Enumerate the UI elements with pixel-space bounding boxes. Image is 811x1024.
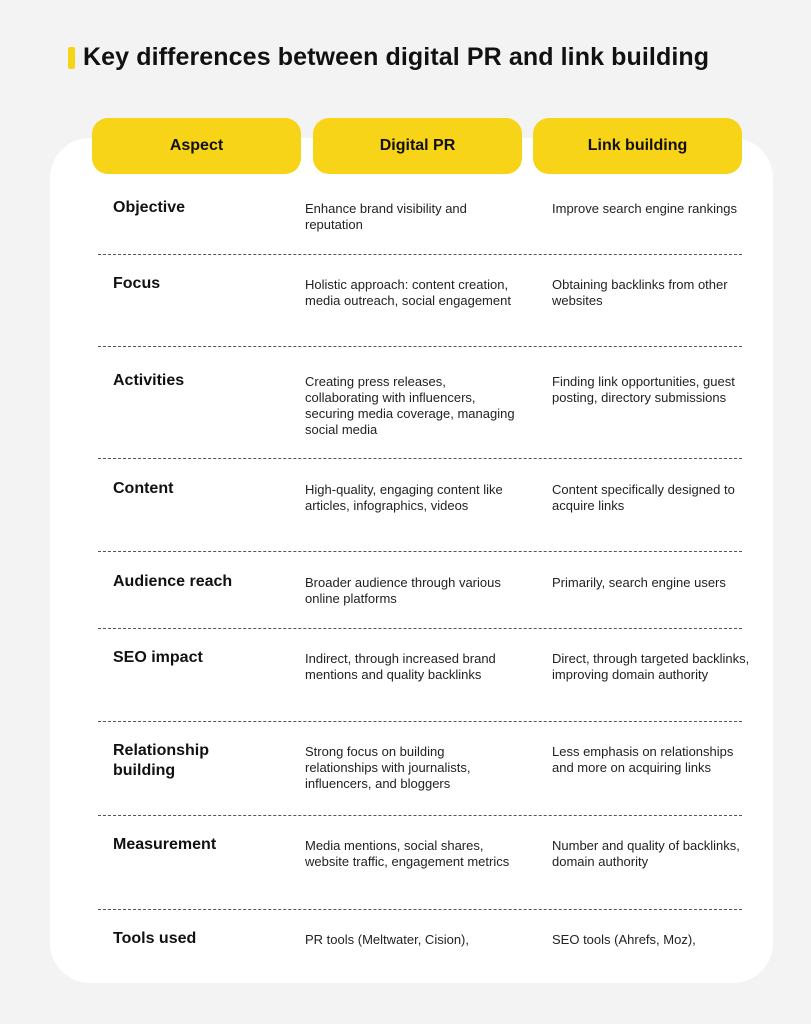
row-aspect: Measurement [113,836,217,853]
row-link-building: Direct, through targeted backlinks, improving domain authority [552,651,750,682]
row-aspect: Relationship building [113,742,210,779]
row-divider [98,458,742,459]
row-link-building: Obtaining backlinks from other websites [552,277,728,308]
header-digital-pr: Digital PR [313,118,522,174]
row-digital-pr: Media mentions, social shares, website traffic, engagement metrics [305,838,510,869]
row-aspect: Focus [113,275,161,292]
header-link-building: Link building [533,118,742,174]
row-divider [98,346,742,347]
row-link-building: Less emphasis on relationships and more on acquiring links [552,744,734,775]
row-digital-pr: Holistic approach: content creation, media outreach, social engagement [305,277,511,308]
row-aspect: SEO impact [113,649,203,666]
row-digital-pr: Indirect, through increased brand mentions and quality backlinks [305,651,496,682]
row-aspect: Content [113,480,174,497]
row-digital-pr: High-quality, engaging content like articles, infographics, videos [305,482,503,513]
row-link-building: SEO tools (Ahrefs, Moz), [552,932,696,947]
row-link-building: Content specifically designed to acquire links [552,482,735,513]
row-divider [98,909,742,910]
page-title-wrap [68,43,709,72]
row-divider [98,628,742,629]
row-digital-pr: PR tools (Meltwater, Cision), [305,932,469,947]
row-digital-pr: Broader audience through various online platforms [305,575,501,606]
row-aspect: Audience reach [113,573,233,590]
row-divider [98,551,742,552]
row-divider [98,721,742,722]
row-divider [98,254,742,255]
row-digital-pr: Strong focus on building relationships with journalists, influencers, and bloggers [305,744,471,791]
row-divider [98,815,742,816]
row-link-building: Primarily, search engine users [552,575,726,590]
row-digital-pr: Enhance brand visibility and reputation [305,201,467,232]
row-link-building: Number and quality of backlinks, domain authority [552,838,740,869]
row-link-building: Finding link opportunities, guest posting, directory submissions [552,374,735,405]
title-accent-bar [68,47,75,69]
row-aspect: Tools used [113,930,197,947]
row-aspect: Activities [113,372,185,389]
row-link-building: Improve search engine rankings [552,201,737,216]
row-aspect: Objective [113,199,186,216]
row-digital-pr: Creating press releases, collaborating with influencers, securing media coverage, managing social media [305,374,515,437]
header-aspect: Aspect [92,118,301,174]
page-title: Key differences between digital PR and link building [83,43,710,71]
